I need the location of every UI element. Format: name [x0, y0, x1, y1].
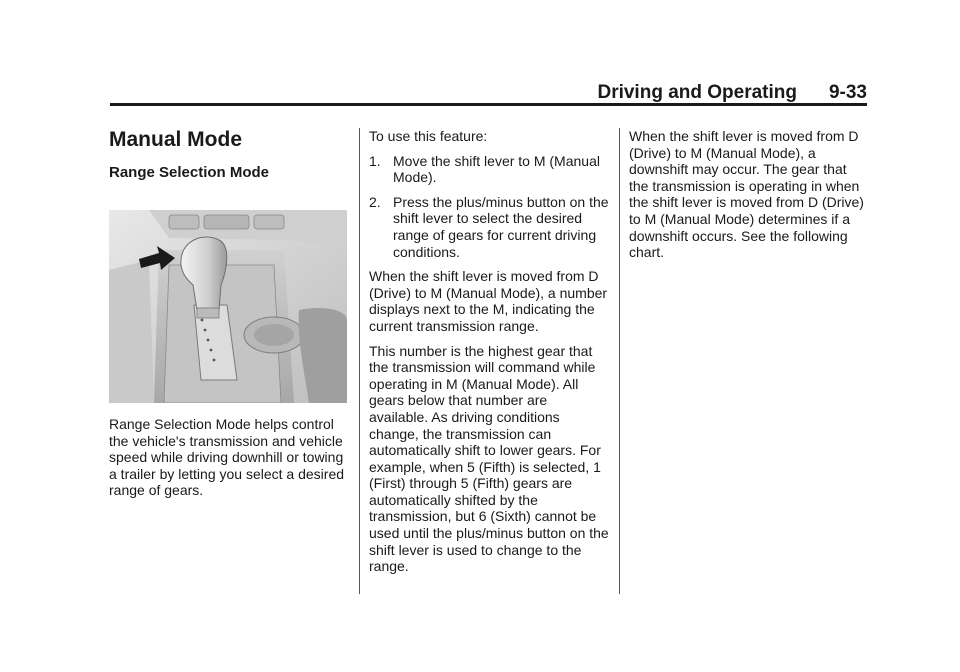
middle-column — [369, 128, 609, 583]
subsection-title: Range Selection Mode — [109, 164, 270, 181]
header-section-title: Driving and Operating — [597, 82, 797, 103]
body-paragraph: This number is the highest gear that the transmission will command while operating in M (Manual Mode). All gears below that number are available. As driving conditions change, the transmission can automatically shift to lower gears. For example, when 5 (Fifth) is selected, 1 (First) through 5 (Fifth) gears are automatically shifted by the transmission, but 6 (Sixth) cannot be used until the plus/minus button on the shift lever is used to change to the range. — [369, 342, 609, 575]
page-number: 9-33 — [828, 82, 867, 103]
range-selection-description: Range Selection Mode helps control the vehicle's transmission and vehicle speed while driving downhill or towing a trailer by letting you select a desired range of gears. — [109, 416, 345, 499]
step-text: Press the plus/minus button on the shift lever to select the desired range of gears for current driving conditions. — [393, 193, 609, 260]
shift-lever-illustration — [109, 210, 347, 403]
left-column — [109, 128, 349, 499]
body-paragraph: When the shift lever is moved from D (Drive) to M (Manual Mode), a downshift may occur. The gear that the transmission is operating in when the shift lever is moved from D (Drive) to M (Manual Mode) determines if a downshift occurs. See the following chart. — [629, 128, 864, 261]
steps-intro: To use this feature: — [369, 128, 488, 144]
page-header — [110, 78, 867, 102]
right-column — [629, 128, 869, 269]
step-text: Move the shift lever to M (Manual Mode). — [393, 152, 600, 186]
header-rule — [110, 103, 867, 106]
step-number: 2. — [369, 193, 381, 210]
body-paragraph: When the shift lever is moved from D (Drive) to M (Manual Mode), a number displays next to the M, indicating the current transmission range. — [369, 268, 608, 334]
step-item — [369, 153, 609, 186]
shift-lever-drawing — [109, 210, 347, 403]
step-item — [369, 194, 609, 260]
step-number: 1. — [369, 152, 381, 169]
section-title: Manual Mode — [109, 128, 243, 151]
column-divider-1 — [359, 128, 360, 594]
column-divider-2 — [619, 128, 620, 594]
